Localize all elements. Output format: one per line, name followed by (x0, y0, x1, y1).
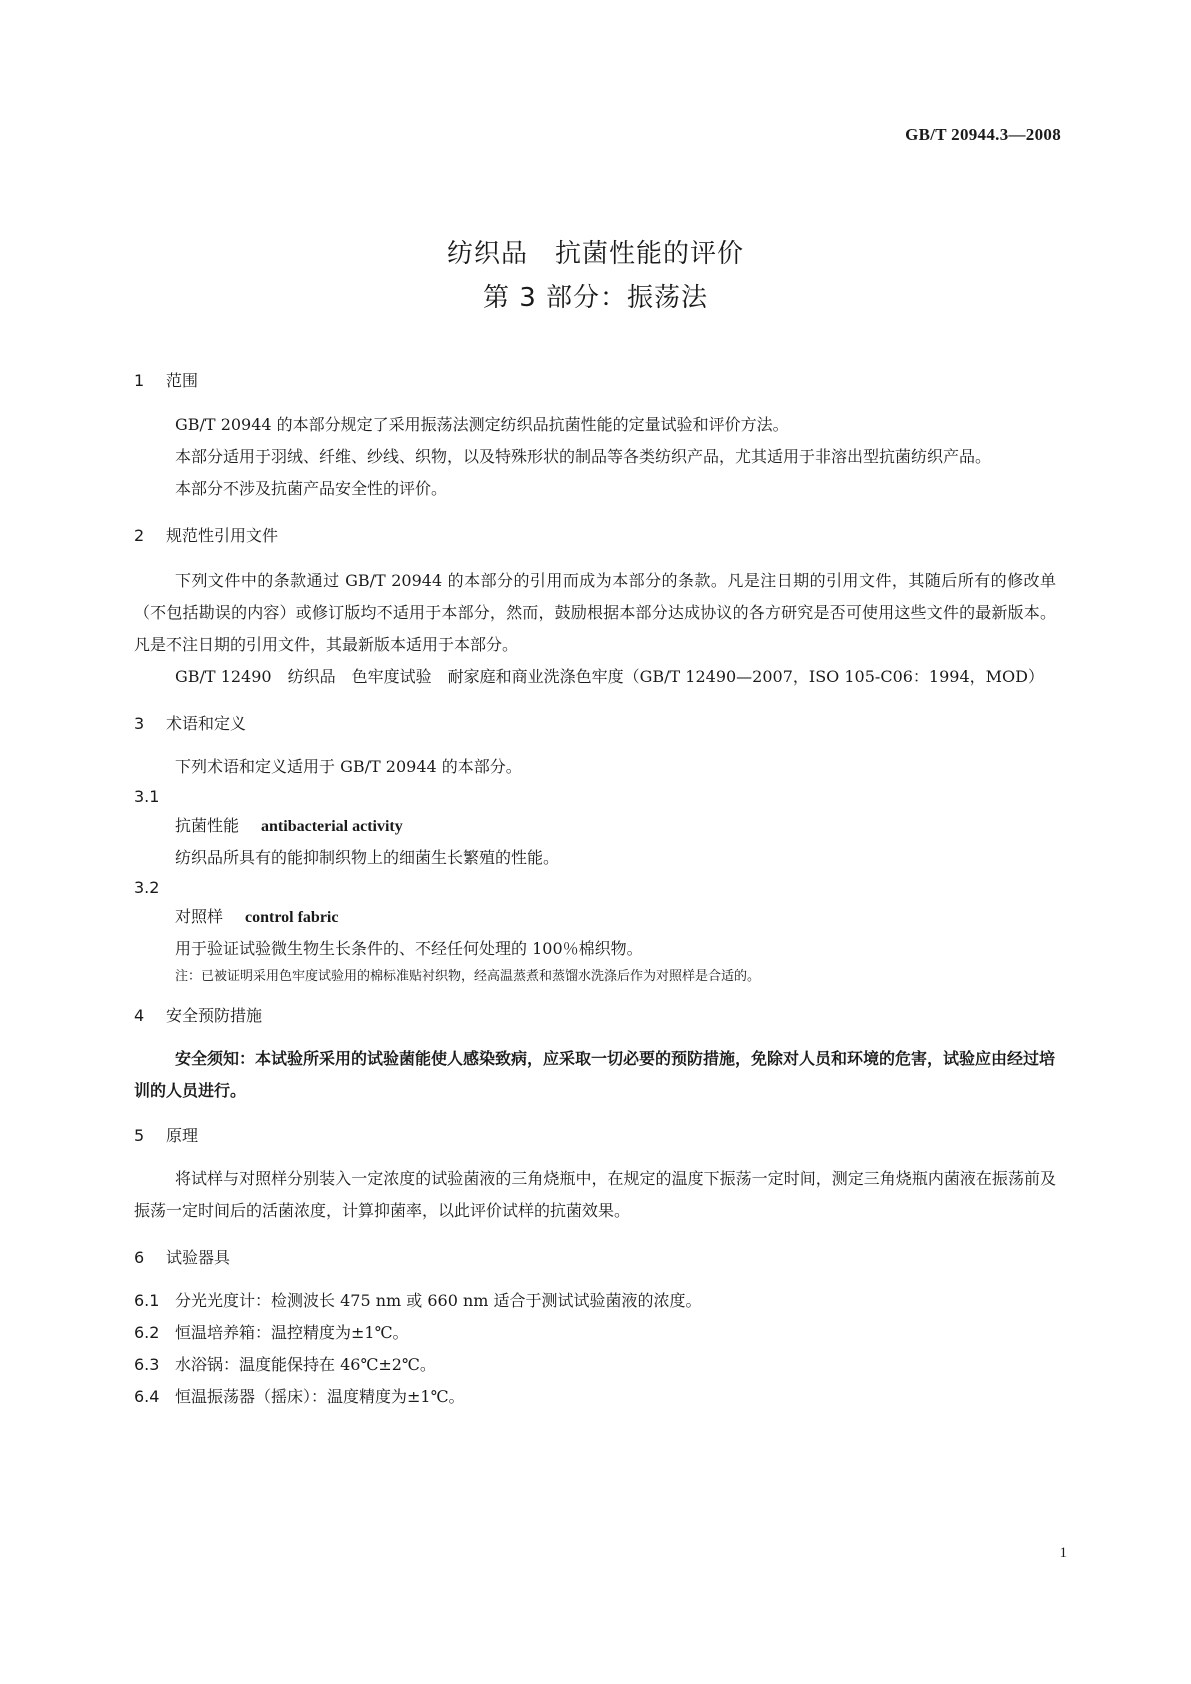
paragraph: 下列文件中的条款通过 GB/T 20944 的本部分的引用而成为本部分的条款。凡是注日期的引用文件，其随后所有的修改单（不包括勘误的内容）或修订版均不适用于本部分，然而，鼓励根据本部分达成协议的各方研究是否可使用这些文件的最新版本。凡是不注日期的引用文件，其最新版本适用于本部分。 (134, 571, 1056, 654)
reference-entry: GB/T 12490 纺织品 色牢度试验 耐家庭和商业洗涤色牢度（GB/T 12490—2007，ISO 105-C06：1994，MOD） (175, 667, 1044, 686)
section-heading: 1 范围 (134, 371, 199, 390)
paragraph: GB/T 20944 的本部分规定了采用振荡法测定纺织品抗菌性能的定量试验和评价方法。 (175, 415, 789, 434)
title-line-1: 纺织品 抗菌性能的评价 (446, 239, 744, 269)
section-heading: 2 规范性引用文件 (134, 526, 279, 545)
paragraph: 将试样与对照样分别装入一定浓度的试验菌液的三角烧瓶中，在规定的温度下振荡一定时间，测定三角烧瓶内菌液在振荡前及振荡一定时间后的活菌浓度，计算抑菌率，以此评价试样的抗菌效果。 (134, 1169, 1056, 1220)
paragraph: 下列术语和定义适用于 GB/T 20944 的本部分。 (175, 757, 522, 776)
section-principle (134, 1125, 1056, 1227)
document-title (0, 232, 1191, 320)
section-scope (134, 370, 1056, 505)
note: 注：已被证明采用色牢度试验用的棉标准贴衬织物，经高温蒸煮和蒸馏水洗涤后作为对照样是合适的。 (175, 969, 761, 984)
apparatus-item: 6.2 恒温培养箱：温控精度为±1℃。 (134, 1323, 409, 1342)
section-terms-definitions (134, 713, 1056, 989)
section-heading: 6 试验器具 (134, 1248, 231, 1267)
apparatus-item: 6.3 水浴锅：温度能保持在 46℃±2℃。 (134, 1355, 436, 1374)
section-heading: 4 安全预防措施 (134, 1006, 263, 1025)
section-heading: 5 原理 (134, 1126, 199, 1145)
term-heading: 抗菌性能 antibacterial activity (175, 816, 403, 835)
section-normative-references (134, 525, 1056, 693)
apparatus-item: 6.1 分光光度计：检测波长 475 nm 或 660 nm 适合于测试试验菌液的浓度。 (134, 1291, 702, 1310)
term-definition: 纺织品所具有的能抑制织物上的细菌生长繁殖的性能。 (175, 848, 560, 867)
term-definition: 用于验证试验微生物生长条件的、不经任何处理的 100％棉织物。 (175, 939, 643, 958)
term-number: 3.1 (134, 787, 160, 806)
section-heading: 3 术语和定义 (134, 714, 247, 733)
paragraph: 本部分适用于羽绒、纤维、纱线、织物，以及特殊形状的制品等各类纺织产品，尤其适用于非溶出型抗菌纺织产品。 (175, 447, 992, 466)
title-line-2: 第 3 部分：振荡法 (482, 283, 709, 313)
section-safety (134, 1005, 1056, 1107)
section-apparatus (134, 1247, 1056, 1413)
page-number: 1 (1059, 1545, 1067, 1561)
paragraph: 本部分不涉及抗菌产品安全性的评价。 (175, 479, 448, 498)
document-body (134, 370, 1056, 1413)
apparatus-item: 6.4 恒温振荡器（摇床）：温度精度为±1℃。 (134, 1387, 465, 1406)
term-heading: 对照样 control fabric (175, 907, 339, 926)
standard-code: GB/T 20944.3—2008 (905, 125, 1061, 144)
safety-warning: 安全须知：本试验所采用的试验菌能使人感染致病，应采取一切必要的预防措施，免除对人员和环境的危害，试验应由经过培训的人员进行。 (134, 1049, 1056, 1100)
term-number: 3.2 (134, 878, 160, 897)
